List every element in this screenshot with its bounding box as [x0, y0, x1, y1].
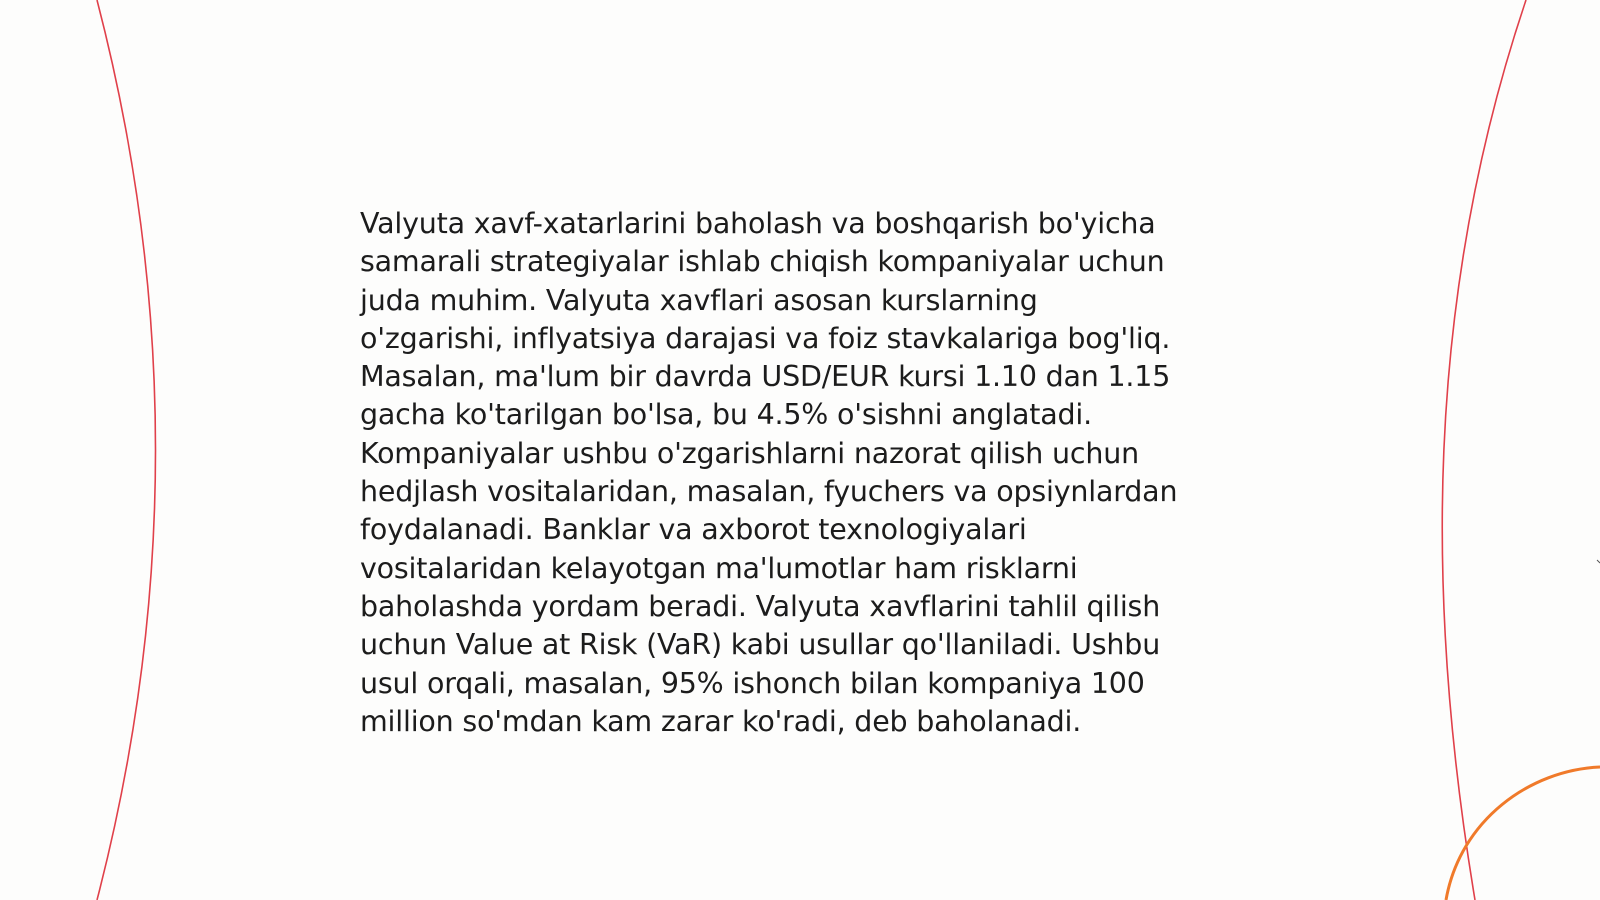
text-line: foydalanadi. Banklar va axborot texnologiyalari [360, 513, 1027, 547]
text-line: o'zgarishi, inflyatsiya darajasi va foiz stavkalariga bog'liq. [360, 321, 1171, 355]
text-line: baholashda yordam beradi. Valyuta xavflarini tahlil qilish [360, 589, 1161, 623]
text-line: juda muhim. Valyuta xavflari asosan kurslarning [360, 283, 1038, 317]
text-line: Valyuta xavf-xatarlarini baholash va boshqarish bo'yicha [360, 207, 1156, 240]
text-line: samarali strategiyalar ishlab chiqish kompaniyalar uchun [360, 245, 1165, 279]
text-line: hedjlash vositalaridan, masalan, fyuchers va opsiynlardan [360, 475, 1178, 509]
text-line: uchun Value at Risk (VaR) kabi usullar qo'llaniladi. Ushbu [360, 628, 1161, 662]
body-paragraph [360, 205, 1240, 741]
right-curve-icon [1442, 0, 1526, 900]
text-line: gacha ko'tarilgan bo'lsa, bu 4.5% o'sishni anglatadi. [360, 398, 1092, 432]
text-line: million so'mdan kam zarar ko'radi, deb baholanadi. [360, 704, 1082, 738]
text-line: Masalan, ma'lum bir davrda USD/EUR kursi 1.10 dan 1.15 [360, 360, 1171, 394]
orange-arc-icon [1446, 767, 1600, 900]
left-curve-icon [97, 0, 156, 900]
text-line: Kompaniyalar ushbu o'zgarishlarni nazorat qilish uchun [360, 436, 1139, 470]
text-line: usul orqali, masalan, 95% ishonch bilan kompaniya 100 [360, 666, 1145, 700]
text-line: vositalaridan kelayotgan ma'lumotlar ham risklarni [360, 551, 1078, 585]
